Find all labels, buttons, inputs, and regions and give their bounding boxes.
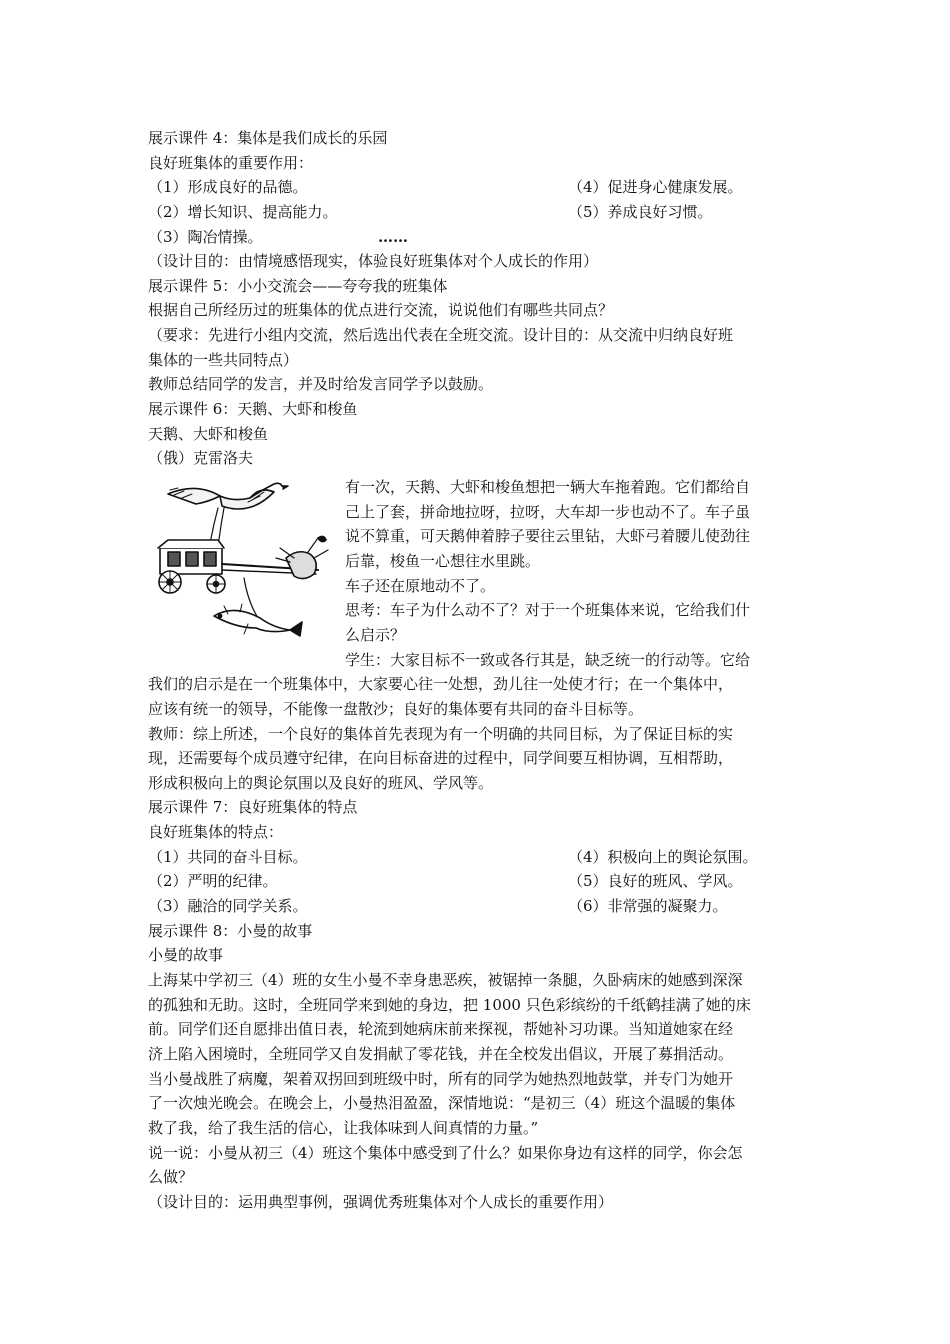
paragraph-line: 上海某中学初三（4）班的女生小曼不幸身患恶疾，被锯掉一条腿，久卧病床的她感到深深 [148, 971, 743, 989]
paragraph-line: 济上陷入困境时，全班同学又自发捐献了零花钱，并在全校发出倡议，开展了募捐活动。 [148, 1045, 734, 1063]
list-item-right: （5）良好的班风、学风。 [568, 872, 743, 890]
list-item-left: （3）陶冶情操。 [148, 228, 263, 246]
paragraph-line: 教师总结同学的发言，并及时给发言同学予以鼓励。 [148, 375, 494, 393]
paragraph-line: 当小曼战胜了病魔，架着双拐回到班级中时，所有的同学为她热烈地鼓掌，并专门为她开 [148, 1070, 734, 1088]
paragraph-line: 根据自己所经历过的班集体的优点进行交流，说说他们有哪些共同点？ [148, 301, 614, 319]
paragraph-line: 集体的一些共同特点） [148, 351, 299, 369]
slide-6-title: 展示课件 6：天鹅、大虾和梭鱼 [148, 400, 358, 418]
list-item [148, 896, 808, 916]
swan-crayfish-pike-cart-illustration [148, 478, 336, 648]
design-purpose-note: （设计目的：运用典型事例，强调优秀班集体对个人成长的重要作用） [148, 1193, 614, 1211]
paragraph-line: 应该有统一的领导，不能像一盘散沙；良好的集体要有共同的奋斗目标等。 [148, 700, 644, 718]
list-item [148, 177, 808, 197]
paragraph-line: 救了我，给了我生活的信心，让我体味到人间真情的力量。” [148, 1119, 539, 1137]
story-line: 己上了套，拼命地拉呀，拉呀，大车却一步也动不了。车子虽 [345, 503, 751, 521]
paragraph-line: 了一次烛光晚会。在晚会上，小曼热泪盈盈，深情地说：“是初三（4）班这个温暖的集体 [148, 1094, 736, 1112]
slide-4-subtitle: 良好班集体的重要作用： [148, 154, 314, 172]
story-line: 说不算重，可天鹅伸着脖子要往云里钻，大虾弓着腰儿使劲往 [345, 527, 751, 545]
list-item [148, 227, 808, 247]
slide-8-title: 展示课件 8：小曼的故事 [148, 922, 313, 940]
list-item [148, 202, 808, 222]
paragraph-line: 教师：综上所述，一个良好的集体首先表现为有一个明确的共同目标，为了保证目标的实 [148, 725, 734, 743]
list-item-right: （6）非常强的凝聚力。 [568, 897, 728, 915]
story-line: 思考：车子为什么动不了？对于一个班集体来说，它给我们什 [345, 601, 751, 619]
list-item-right: （5）养成良好习惯。 [568, 203, 713, 221]
list-item-right: （4）积极向上的舆论氛围。 [568, 848, 758, 866]
paragraph-line: 形成积极向上的舆论氛围以及良好的班风、学风等。 [148, 774, 494, 792]
story-line: 有一次，天鹅、大虾和梭鱼想把一辆大车拖着跑。它们都给自 [345, 478, 751, 496]
paragraph-line: 我们的启示是在一个班集体中，大家要心往一处想，劲儿往一处使才行；在一个集体中， [148, 675, 734, 693]
list-item-left: （2）增长知识、提高能力。 [148, 203, 338, 221]
slide-7-subtitle: 良好班集体的特点： [148, 823, 284, 841]
paragraph-line: 现，还需要每个成员遵守纪律，在向目标奋进的过程中，同学间要互相协调，互相帮助， [148, 749, 734, 767]
list-item-left: （3）融洽的同学关系。 [148, 897, 308, 915]
story-line: 后靠，梭鱼一心想往水里跳。 [345, 552, 541, 570]
paragraph-line: 的孤独和无助。这时，全班同学来到她的身边，把 1000 只色彩缤纷的千纸鹤挂满了她的床 [148, 996, 751, 1014]
paragraph-line: （要求：先进行小组内交流，然后选出代表在全班交流。设计目的：从交流中归纳良好班 [148, 326, 734, 344]
story-title: 天鹅、大虾和梭鱼 [148, 425, 269, 443]
ellipsis: …… [378, 228, 408, 246]
paragraph-line: 前。同学们还自愿排出值日表，轮流到她病床前来探视，帮她补习功课。当知道她家在经 [148, 1020, 734, 1038]
story-line: 么启示？ [345, 626, 406, 644]
list-item-left: （1）共同的奋斗目标。 [148, 848, 308, 866]
story-line: 车子还在原地动不了。 [345, 577, 496, 595]
story-title: 小曼的故事 [148, 946, 224, 964]
paragraph-line: 么做？ [148, 1168, 194, 1186]
list-item-left: （2）严明的纪律。 [148, 872, 278, 890]
list-item [148, 847, 808, 867]
list-item [148, 871, 808, 891]
design-purpose-note: （设计目的：由情境感悟现实，体验良好班集体对个人成长的作用） [148, 252, 599, 270]
slide-4-title: 展示课件 4：集体是我们成长的乐园 [148, 129, 388, 147]
paragraph-line: 说一说：小曼从初三（4）班这个集体中感受到了什么？如果你身边有这样的同学，你会怎 [148, 1144, 743, 1162]
slide-5-title: 展示课件 5：小小交流会——夸夸我的班集体 [148, 277, 448, 295]
list-item-right: （4）促进身心健康发展。 [568, 178, 743, 196]
story-author: （俄）克雷洛夫 [148, 449, 254, 467]
story-line: 学生：大家目标不一致或各行其是，缺乏统一的行动等。它给 [345, 651, 751, 669]
list-item-left: （1）形成良好的品德。 [148, 178, 308, 196]
slide-7-title: 展示课件 7：良好班集体的特点 [148, 798, 358, 816]
